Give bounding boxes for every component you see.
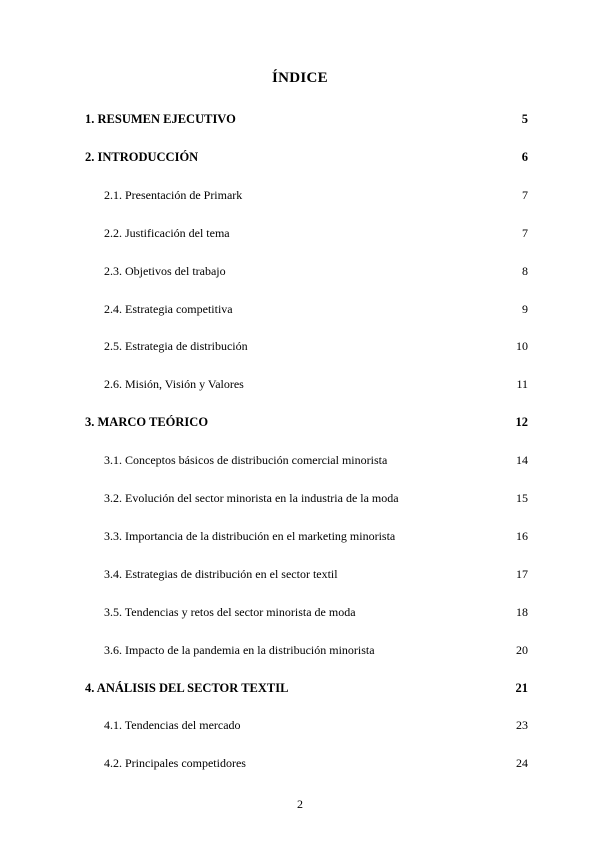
page-title: ÍNDICE	[272, 70, 328, 86]
toc-entry[interactable]	[85, 415, 528, 433]
toc-entry-page: 12	[515, 415, 528, 430]
toc-entry-label: 3.6. Impacto de la pandemia en la distribución minorista	[104, 642, 375, 657]
toc-entry-label: 3.2. Evolución del sector minorista en la industria de la moda	[104, 491, 399, 505]
toc-entry-page: 16	[516, 528, 528, 543]
toc-entry-page: 11	[516, 377, 528, 392]
toc-entry[interactable]	[104, 453, 528, 471]
toc-entry-page: 10	[516, 339, 528, 354]
toc-entry-page: 23	[516, 718, 528, 733]
footer-page-number: 2	[297, 797, 303, 811]
toc-entry-page: 5	[521, 112, 528, 126]
toc-entry-label: 2.6. Misión, Visión y Valores	[104, 377, 244, 392]
toc-entry-label: 2.1. Presentación de Primark	[104, 187, 243, 202]
toc-entry-label: 4.1. Tendencias del mercado	[104, 718, 241, 733]
toc-entry-page: 17	[516, 566, 528, 581]
toc-entry-label: 2. INTRODUCCIÓN	[85, 149, 199, 164]
toc-entry-page: 20	[516, 642, 528, 657]
toc-entry-page: 7	[522, 187, 528, 202]
toc-entry[interactable]	[104, 567, 528, 585]
toc-entry[interactable]	[104, 756, 528, 774]
toc-entry-page: 24	[516, 756, 528, 771]
toc-entry[interactable]	[104, 718, 528, 736]
toc-entry-page: 15	[516, 491, 528, 505]
toc-entry[interactable]	[104, 529, 528, 547]
toc-entry-label: 2.4. Estrategia competitiva	[104, 301, 233, 316]
toc-entry-page: 7	[522, 225, 528, 240]
toc-entry[interactable]	[104, 264, 528, 282]
toc-entry-label: 3.3. Importancia de la distribución en el marketing minorista	[104, 528, 396, 543]
toc-entry-label: 3. MARCO TEÓRICO	[85, 415, 209, 430]
toc-entry-page: 21	[515, 680, 528, 695]
toc-entry[interactable]	[85, 150, 528, 168]
toc-entry-label: 1. RESUMEN EJECUTIVO	[85, 112, 236, 126]
toc-entry[interactable]	[104, 643, 528, 661]
toc-entry[interactable]	[104, 491, 528, 509]
toc-entry-page: 14	[516, 453, 528, 468]
toc-entry-label: 3.4. Estrategias de distribución en el sector textil	[104, 566, 338, 581]
toc-entry[interactable]	[104, 302, 528, 320]
toc-entry-label: 2.3. Objetivos del trabajo	[104, 263, 226, 278]
toc-entry-label: 3.1. Conceptos básicos de distribución comercial minorista	[104, 453, 388, 468]
toc-entry-label: 3.5. Tendencias y retos del sector minorista de moda	[104, 604, 356, 619]
toc-entry-label: 2.2. Justificación del tema	[104, 225, 230, 240]
toc-entry-label: 4. ANÁLISIS DEL SECTOR TEXTIL	[85, 680, 289, 695]
toc-entry-page: 9	[522, 301, 528, 316]
toc-entry[interactable]	[104, 377, 528, 395]
toc-entry-label: 4.2. Principales competidores	[104, 756, 246, 771]
toc-entry-page: 6	[521, 149, 528, 164]
toc-entry[interactable]	[104, 226, 528, 244]
toc-entry-page: 8	[522, 263, 528, 278]
toc-entry[interactable]	[85, 112, 528, 130]
toc-entry-label: 2.5. Estrategia de distribución	[104, 339, 248, 354]
toc-entry[interactable]	[104, 339, 528, 357]
toc-entry[interactable]	[104, 605, 528, 623]
toc-entry[interactable]	[104, 188, 528, 206]
toc-entry-page: 18	[516, 604, 528, 619]
toc-entry[interactable]	[85, 681, 528, 699]
